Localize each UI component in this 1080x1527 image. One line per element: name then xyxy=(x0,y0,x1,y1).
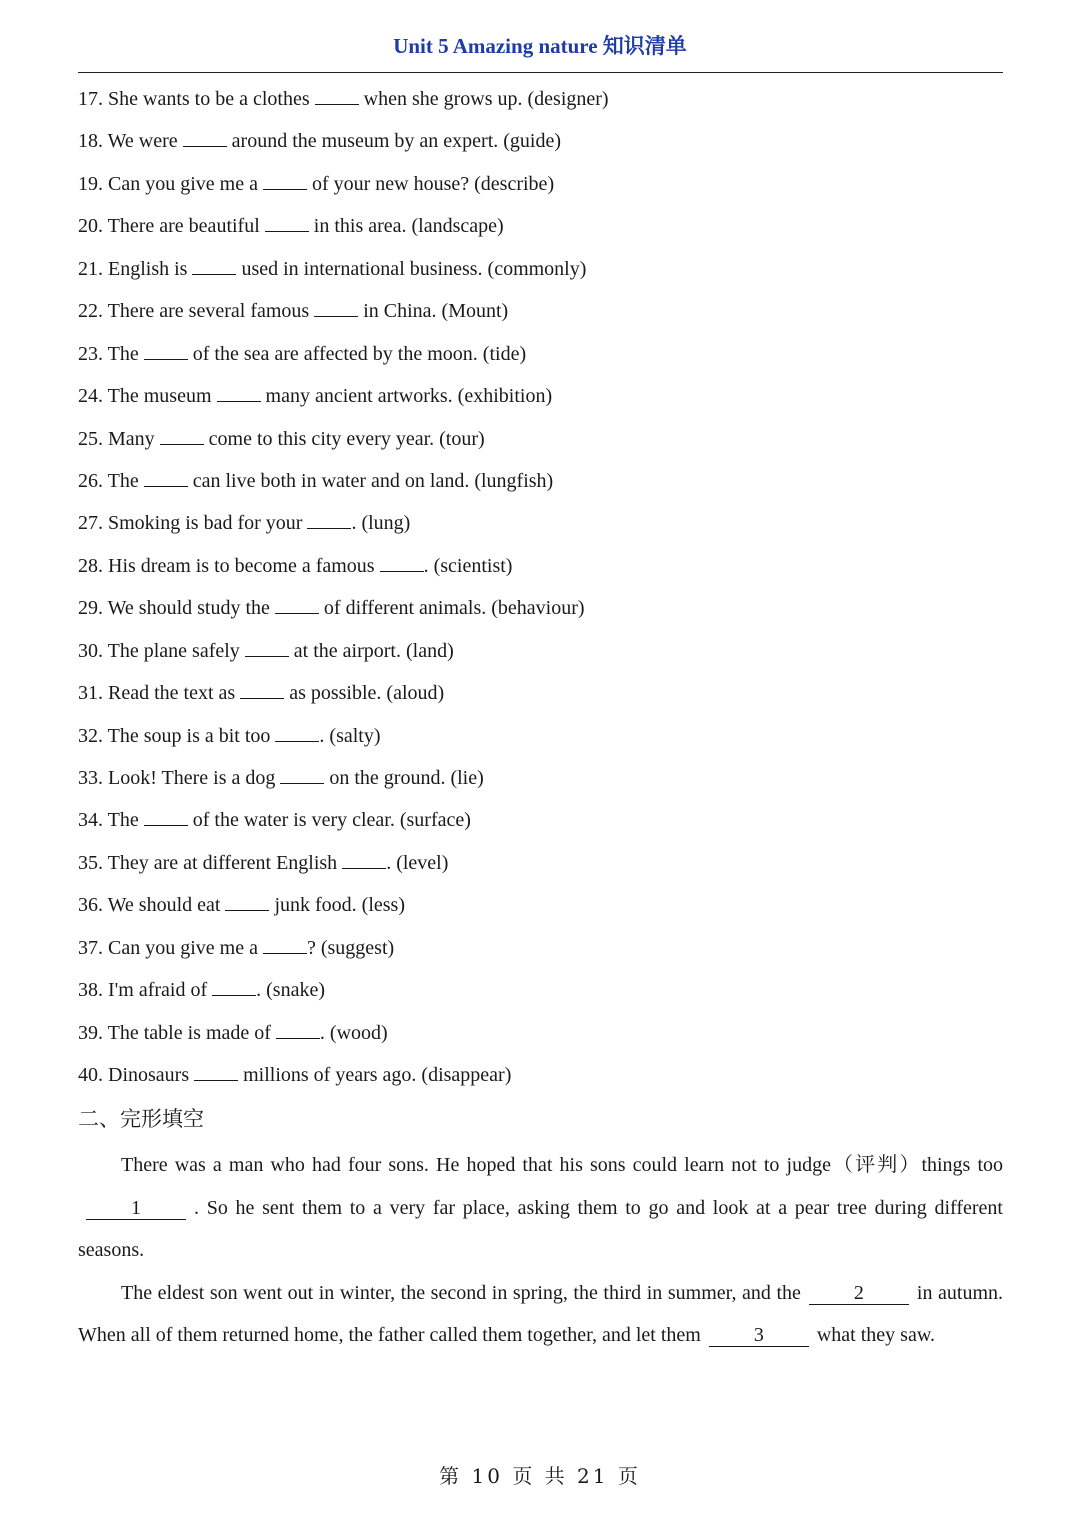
exercise-text-before: 28. His dream is to become a famous xyxy=(78,554,380,577)
exercise-text-after: . (scientist) xyxy=(423,554,513,577)
exercise-item xyxy=(78,636,1003,678)
exercise-text-after: at the airport. (land) xyxy=(288,639,454,662)
answer-blank xyxy=(275,721,319,742)
answer-blank xyxy=(275,593,319,614)
answer-blank xyxy=(183,126,227,147)
exercise-text-after: in China. (Mount) xyxy=(358,300,509,323)
exercise-text-before: 29. We should study the xyxy=(78,597,275,620)
exercise-item xyxy=(78,381,1003,423)
answer-blank xyxy=(212,975,256,996)
exercise-item xyxy=(78,339,1003,381)
exercise-text-after: in this area. (landscape) xyxy=(308,215,504,238)
section-heading: 二、完形填空 xyxy=(78,1107,204,1131)
exercise-text-before: 38. I'm afraid of xyxy=(78,979,213,1002)
answer-blank xyxy=(280,763,324,784)
exercise-text-after: around the museum by an expert. (guide) xyxy=(226,130,562,153)
answer-blank xyxy=(144,339,188,360)
passage-text: . So he sent them to a very far place, asking them to go and look at a pear tree during different seasons. xyxy=(78,1196,1003,1261)
passage-text: in autumn. When all of them returned home, the father called them together, and let them xyxy=(78,1281,1004,1346)
answer-blank xyxy=(314,296,358,317)
exercise-text-after: junk food. (less) xyxy=(269,894,405,917)
exercise-text-after: . (lung) xyxy=(351,512,411,535)
answer-blank xyxy=(245,636,289,657)
exercise-item xyxy=(78,126,1003,168)
exercise-item xyxy=(78,975,1003,1017)
exercise-text-after: come to this city every year. (tour) xyxy=(203,427,485,450)
answer-blank xyxy=(217,381,261,402)
exercise-text-after: . (wood) xyxy=(319,1021,388,1044)
document-title: Unit 5 Amazing nature 知识清单 xyxy=(393,34,687,58)
exercise-text-after: . (salty) xyxy=(319,724,381,747)
passage-text: what they saw. xyxy=(816,1324,935,1346)
exercise-text-after: when she grows up. (designer) xyxy=(358,88,609,110)
exercise-text-before: 17. She wants to be a clothes xyxy=(78,88,315,110)
exercise-text-after: . (level) xyxy=(386,851,449,874)
exercise-item xyxy=(78,296,1003,338)
cloze-gap-2: 2 xyxy=(809,1282,909,1305)
exercise-item xyxy=(78,763,1003,805)
passage-paragraph-1 xyxy=(78,1144,1003,1272)
passage-paragraph-2 xyxy=(78,1272,1003,1357)
exercise-text-after: of your new house? (describe) xyxy=(306,172,555,195)
passage-text: The eldest son went out in winter, the second in spring, the third in summer, and the xyxy=(121,1281,801,1304)
exercise-text-before: 22. There are several famous xyxy=(78,300,315,323)
answer-blank xyxy=(263,169,307,190)
exercise-text-before: 33. Look! There is a dog xyxy=(78,767,281,789)
answer-blank xyxy=(144,805,188,826)
exercise-item xyxy=(78,551,1003,593)
exercise-item xyxy=(78,805,1003,847)
exercise-text-before: 27. Smoking is bad for your xyxy=(78,512,308,535)
exercise-text-before: 34. The xyxy=(78,809,144,832)
header-divider xyxy=(78,72,1003,73)
exercise-text-after: ? (suggest) xyxy=(306,936,395,959)
exercise-item xyxy=(78,169,1003,211)
exercise-item xyxy=(78,466,1003,508)
exercise-item xyxy=(78,1060,1003,1102)
answer-blank xyxy=(307,508,351,529)
exercise-text-after: used in international business. (commonly) xyxy=(236,257,587,280)
answer-blank xyxy=(315,84,359,105)
exercise-text-before: 30. The plane safely xyxy=(78,639,245,662)
exercise-item xyxy=(78,890,1003,932)
cloze-gap-1: 1 xyxy=(86,1197,186,1220)
exercise-list xyxy=(78,84,1003,1103)
answer-blank xyxy=(160,424,204,445)
exercise-text-before: 25. Many xyxy=(78,427,160,450)
answer-blank xyxy=(265,211,309,232)
exercise-text-after: millions of years ago. (disappear) xyxy=(238,1064,512,1087)
cloze-passage xyxy=(78,1144,1003,1357)
exercise-text-before: 24. The museum xyxy=(78,385,217,408)
exercise-item xyxy=(78,721,1003,763)
exercise-text-before: 31. Read the text as xyxy=(78,682,241,705)
exercise-item xyxy=(78,424,1003,466)
exercise-text-before: 35. They are at different English xyxy=(78,851,343,874)
exercise-text-after: of the water is very clear. (surface) xyxy=(187,809,471,832)
exercise-item xyxy=(78,254,1003,296)
exercise-text-before: 39. The table is made of xyxy=(78,1021,276,1044)
exercise-text-before: 20. There are beautiful xyxy=(78,215,265,238)
exercise-text-after: . (snake) xyxy=(256,979,325,1002)
exercise-item xyxy=(78,508,1003,550)
exercise-text-before: 37. Can you give me a xyxy=(78,936,263,959)
exercise-text-after: of different animals. (behaviour) xyxy=(318,597,585,620)
answer-blank xyxy=(225,890,269,911)
exercise-text-after: can live both in water and on land. (lungfish) xyxy=(187,469,554,492)
exercise-text-after: of the sea are affected by the moon. (tide) xyxy=(187,342,527,365)
exercise-text-after: many ancient artworks. (exhibition) xyxy=(260,385,553,408)
exercise-item xyxy=(78,678,1003,720)
answer-blank xyxy=(342,848,386,869)
exercise-item xyxy=(78,1018,1003,1060)
exercise-text-before: 32. The soup is a bit too xyxy=(78,724,276,747)
exercise-text-before: 36. We should eat xyxy=(78,894,226,917)
answer-blank xyxy=(192,254,236,275)
exercise-item xyxy=(78,848,1003,890)
passage-text: There was a man who had four sons. He hoped that his sons could learn not to judge（评判）things too xyxy=(121,1154,1003,1176)
exercise-text-after: as possible. (aloud) xyxy=(284,682,445,705)
page-number: 第 10 页 共 21 页 xyxy=(439,1464,641,1488)
cloze-gap-3: 3 xyxy=(709,1324,809,1347)
exercise-item xyxy=(78,933,1003,975)
exercise-item xyxy=(78,84,1003,126)
exercise-text-before: 23. The xyxy=(78,342,144,365)
answer-blank xyxy=(263,933,307,954)
exercise-text-before: 18. We were xyxy=(78,130,183,153)
exercise-text-after: on the ground. (lie) xyxy=(324,767,484,789)
answer-blank xyxy=(240,678,284,699)
exercise-text-before: 40. Dinosaurs xyxy=(78,1064,195,1087)
exercise-text-before: 19. Can you give me a xyxy=(78,172,263,195)
answer-blank xyxy=(194,1060,238,1081)
answer-blank xyxy=(144,466,188,487)
answer-blank xyxy=(276,1018,320,1039)
answer-blank xyxy=(380,551,424,572)
exercise-text-before: 26. The xyxy=(78,469,144,492)
exercise-item xyxy=(78,211,1003,253)
exercise-text-before: 21. English is xyxy=(78,257,193,280)
exercise-item xyxy=(78,593,1003,635)
